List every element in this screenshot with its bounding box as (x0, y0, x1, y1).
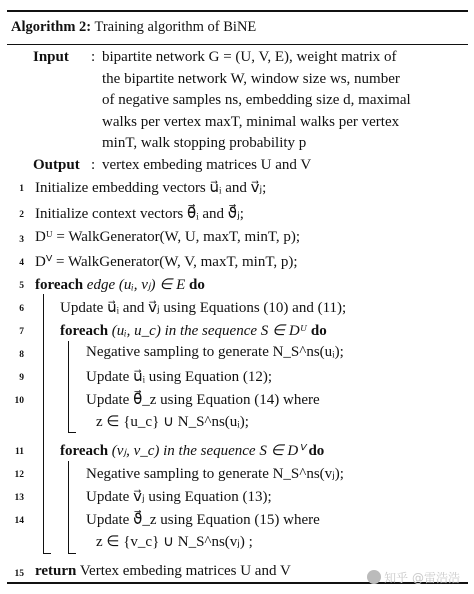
foreach-block-end (68, 553, 76, 554)
line-number: 14 (14, 516, 24, 526)
top-rule (7, 10, 468, 12)
keyword-do: do (310, 323, 327, 339)
input-description (102, 47, 430, 155)
input-line: the bipartite network W, window size ws, number (102, 70, 400, 87)
step-text: Update u⃗ᵢ using Equation (12); (86, 369, 273, 385)
output-label: Output (33, 157, 80, 173)
input-label: Input (33, 49, 69, 65)
line-number: 1 (19, 184, 24, 194)
title-rule (7, 44, 468, 45)
line-number: 6 (19, 304, 24, 314)
foreach-block-rule (68, 341, 69, 432)
keyword-foreach: foreach (35, 277, 84, 293)
algorithm-title-text: Training algorithm of BiNE (91, 19, 257, 35)
step-text: Update v⃗ⱼ using Equation (13); (86, 489, 272, 505)
input-line: walks per vertex maxT, minimal walks per vertex (102, 113, 400, 130)
keyword-do: do (188, 277, 205, 293)
step-text: Update θ⃗_z using Equation (14) where (86, 392, 320, 408)
line-number: 13 (14, 493, 24, 503)
algorithm-box (7, 10, 468, 584)
line-number: 10 (14, 396, 24, 406)
step-text: Negative sampling to generate N_S^ns(vⱼ); (86, 466, 344, 482)
step-text: Dᵁ = WalkGenerator(W, U, maxT, minT, p); (35, 229, 301, 245)
line-number: 4 (19, 258, 24, 268)
step-condition: (uᵢ, u_c) in the sequence S ∈ Dᵁ (108, 323, 311, 339)
step-text: Initialize embedding vectors u⃗ᵢ and v⃗ⱼ; (35, 180, 267, 196)
step-text (60, 441, 324, 460)
foreach-block-rule (43, 294, 44, 553)
step-condition: (vⱼ, v_c) in the sequence S ∈ Dⱽ (108, 443, 309, 459)
line-number: 2 (19, 210, 24, 220)
step-text: Dⱽ = WalkGenerator(W, V, maxT, minT, p); (35, 254, 298, 270)
step-text: Initialize context vectors θ⃗ᵢ and ϑ⃗ⱼ; (35, 206, 244, 222)
keyword-do: do (308, 443, 325, 459)
input-colon: : (91, 49, 96, 65)
output-colon: : (91, 157, 96, 173)
line-number: 15 (14, 569, 24, 579)
line-number: 8 (19, 350, 24, 360)
line-number: 3 (19, 235, 24, 245)
step-text (35, 275, 205, 294)
foreach-block-rule (68, 461, 69, 553)
algorithm-title (11, 19, 256, 36)
input-line: of negative samples ns, embedding size d, maximal (102, 92, 411, 108)
watermark (367, 569, 460, 586)
step-text (60, 321, 327, 340)
input-line: minT, walk stopping probability p (102, 135, 307, 151)
line-number: 9 (19, 373, 24, 383)
line-number: 12 (14, 470, 24, 480)
output-block (33, 155, 463, 179)
output-description: vertex embeding matrices U and V (102, 157, 312, 173)
keyword-foreach: foreach (60, 443, 109, 459)
step-condition: Vertex embeding matrices U and V (76, 563, 291, 579)
input-line: bipartite network G = (U, V, E), weight matrix of (102, 49, 397, 65)
foreach-block-end (43, 553, 51, 554)
zhihu-logo-icon (367, 570, 381, 584)
algorithm-title-label: Algorithm 2: (11, 19, 92, 35)
step-text: Update u⃗ᵢ and v⃗ⱼ using Equations (10) and (11); (60, 300, 347, 316)
step-text: Update ϑ⃗_z using Equation (15) where (86, 512, 320, 528)
keyword-foreach: foreach (60, 323, 109, 339)
line-number: 11 (15, 447, 24, 457)
input-block (33, 47, 463, 157)
step-text: z ∈ {u_c} ∪ N_S^ns(uᵢ); (96, 414, 249, 430)
step-condition: edge (uᵢ, vⱼ) ∈ E (83, 277, 189, 293)
step-text: z ∈ {v_c} ∪ N_S^ns(vⱼ) ; (96, 534, 253, 550)
step-text (35, 563, 291, 580)
line-number: 7 (19, 327, 24, 337)
keyword-return: return (35, 563, 77, 579)
step-text: Negative sampling to generate N_S^ns(uᵢ); (86, 344, 344, 360)
line-number: 5 (19, 281, 24, 291)
foreach-block-end (68, 432, 76, 433)
watermark-text: 知乎 @雷浩浩 (384, 571, 460, 585)
